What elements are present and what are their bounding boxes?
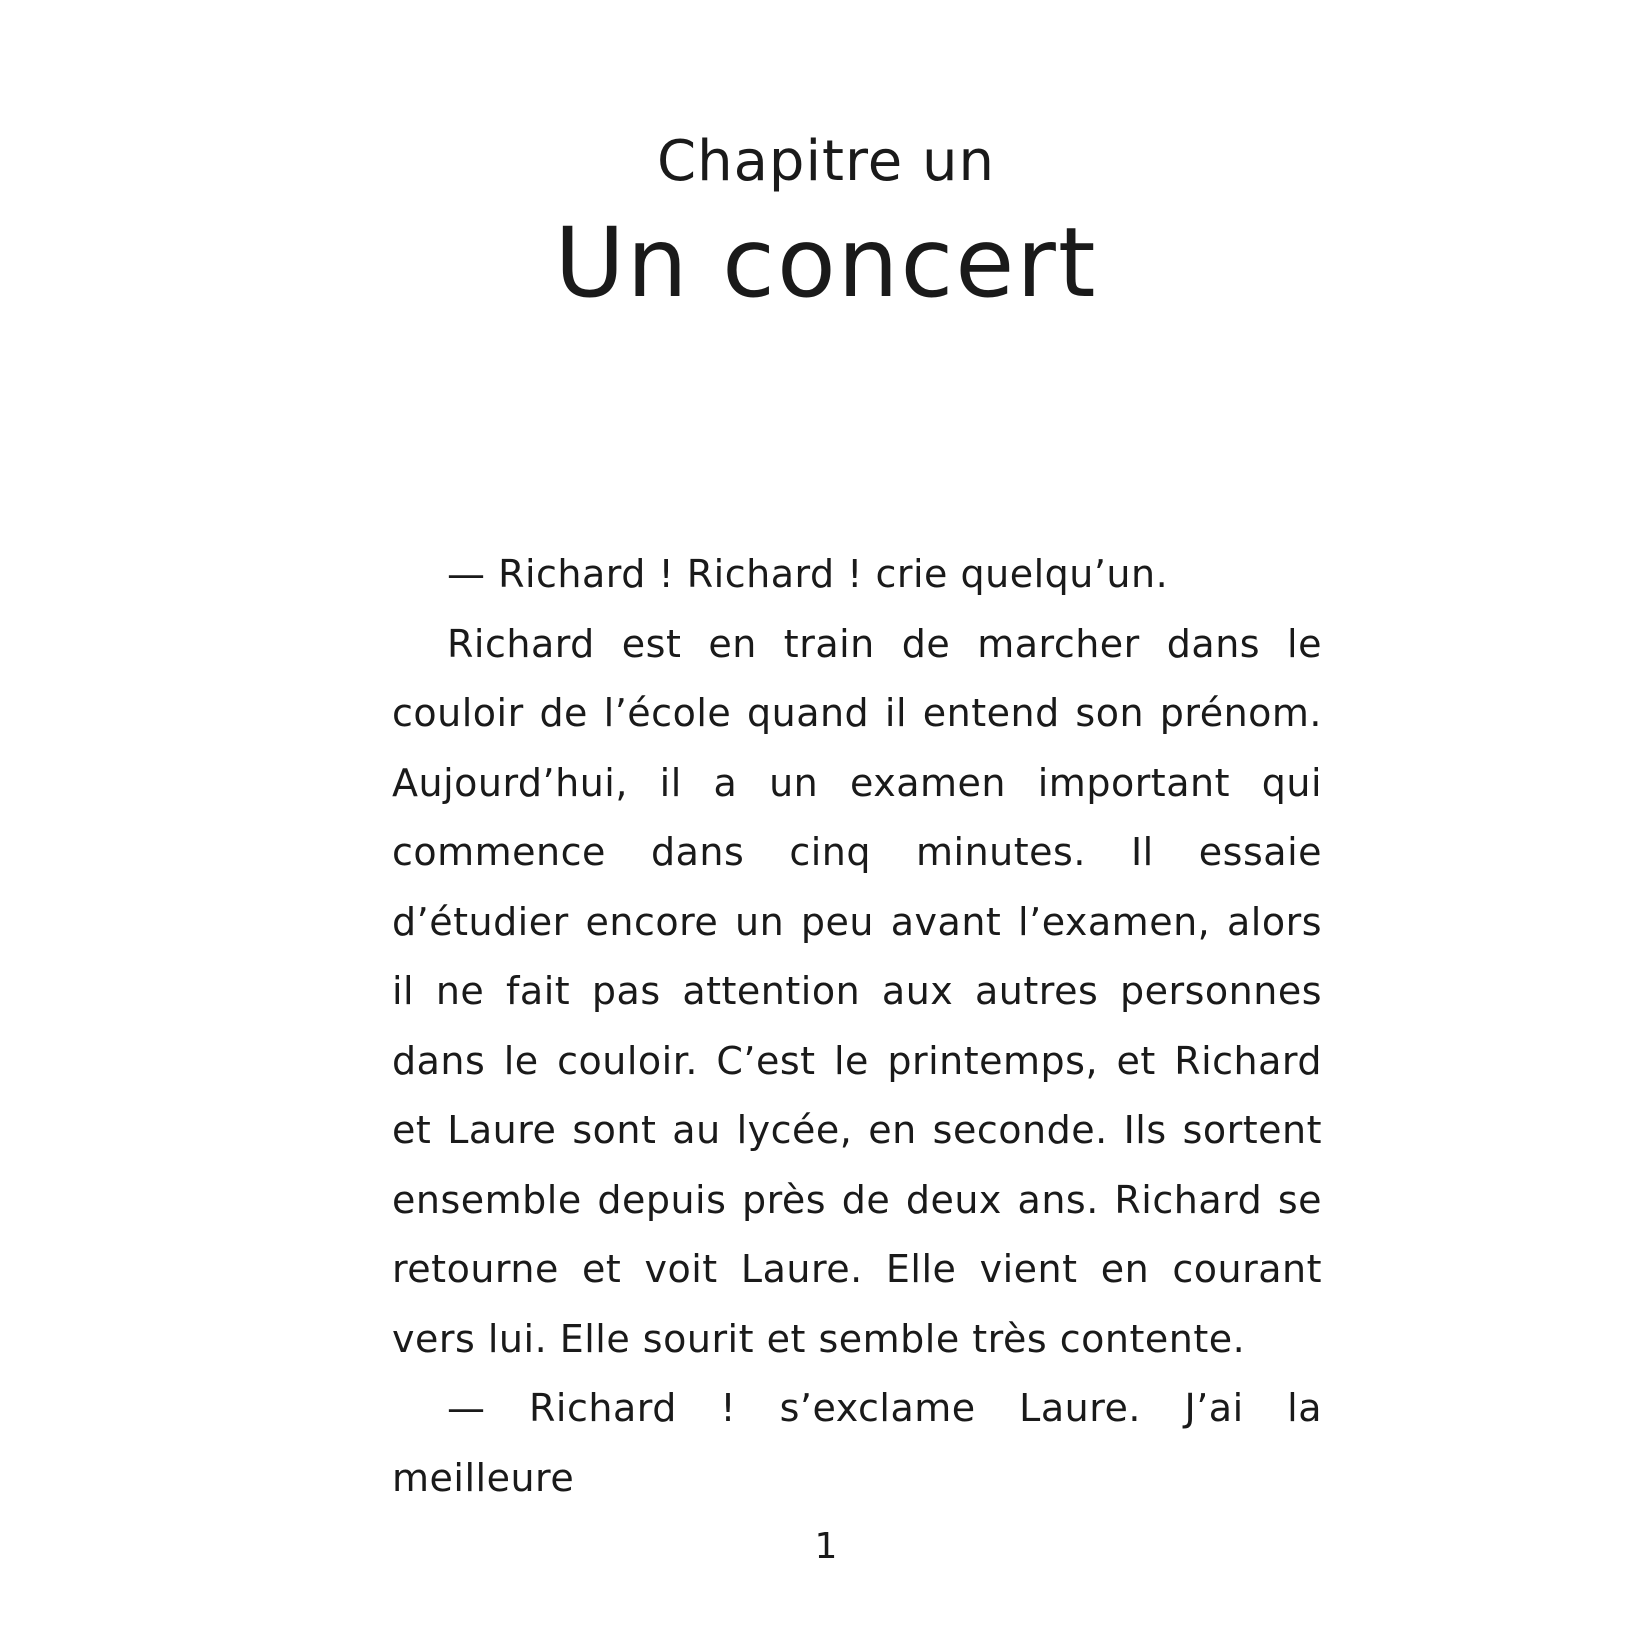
paragraph-narrative: Richard est en train de marcher dans le couloir de l’école quand il entend son prénom. Aujourd’hui, il a un examen important qui commence dans cinq minutes. Il essaie d’étudier encore un peu avant l’examen, alors il ne fait pas attention aux autres personnes dans le couloir. C’est le printemps, et Richard et Laure sont au lycée, en seconde. Ils sortent ensemble depuis près de deux ans. Richard se retourne et voit Laure. Elle vient en courant vers lui. Elle sourit et semble très contente. xyxy=(392,621,1322,1361)
chapter-title: Un concert xyxy=(554,207,1098,319)
paragraph-dialogue-1: — Richard ! Richard ! crie quelqu’un. xyxy=(447,552,1169,596)
page-number: 1 xyxy=(814,1526,838,1567)
paragraph-dialogue-2: — Richard ! s’exclame Laure. J’ai la meilleure xyxy=(392,1386,1322,1500)
body-text xyxy=(392,540,1322,1513)
chapter-label: Chapitre un xyxy=(656,129,995,194)
